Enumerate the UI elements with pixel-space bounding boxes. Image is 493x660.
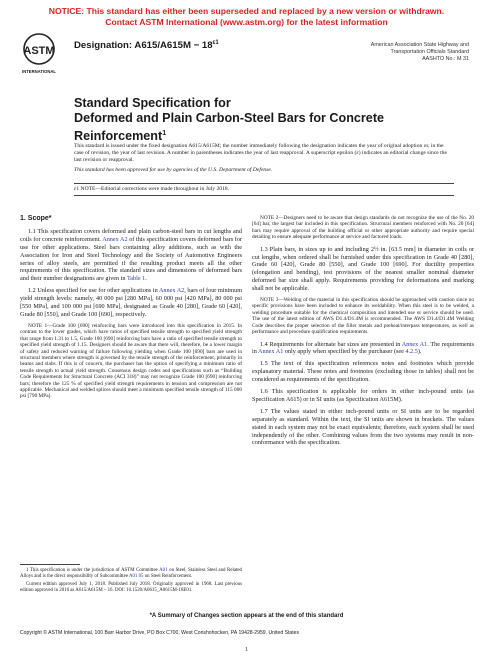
aashto-line-1: American Association State Highway and — [370, 42, 469, 48]
paragraph-1-5: 1.5 The text of this specification references notes and footnotes which provide explanatory material. These notes and footnotes (excluding those in tables) shall not be considered as requirements of the specification. — [252, 360, 474, 384]
fn1-text-c: on Steel Reinforcement. — [143, 574, 193, 579]
footnotes — [20, 568, 242, 596]
section-4-2-5-link[interactable]: 4.2.5 — [405, 348, 418, 356]
aashto-line-2: Transportation Officials Standard — [390, 49, 469, 56]
footnote-rule — [20, 564, 80, 565]
fn1-text-b: on Steel, Stainless Steel and Related Alloys and is the direct responsibility of Subcommittee — [20, 568, 242, 579]
approved-statement: This standard has been approved for use by agencies of the U.S. Department of Defense. — [74, 166, 273, 173]
note-1: NOTE 1—Grade 100 [690] reinforcing bars were introduced into this specification in 2015. In contrast to the lower grades, which have ratios of specified tensile strength to specified yield strength that range from 1.31 to 1.5, Grade 100 [690] reinforcing bars have a ratio of specified tensile strength to specified yield strength of 1.15. Designers should be aware that there will, therefore, be a lower margin of safety and reduced warning of failure following yielding when Grade 100 [690] bars are used in structural members where strength is governed by the tensile strength of the reinforcement, primarily in beams and slabs. If this is of concern, the purchaser has the option of specifying a minimum ratio of tensile strength to actual yield strength. Consensus design codes and specifications such as “Building Code Requirements for Structural Concrete (ACI 318)” may not recognize Grade 100 [690] reinforcing bars; therefore the 125 % of specified yield strength requirements in tension and compression are not applicable. Mechanical and welded splices should meet a minimum specified tensile strength of 115 000 psi [790 MPa]. — [20, 322, 242, 400]
page-number: 1 — [245, 647, 248, 653]
paragraph-1-2 — [20, 287, 242, 319]
intro-block — [74, 143, 454, 177]
p1-2-text-b: , bars of four minimum yield strength levels: namely, 40 000 psi [280 MPa], 60 000 psi [420 MPa], 80 000 psi [550 MPa], and 100 000 psi [690 MPa], designated as Grade 40 [280], Grade 60 [420], Grade 80 [550], and Grade 100 [690], respectively. — [20, 287, 243, 318]
annex-a2-link-2[interactable]: Annex A2 — [158, 287, 185, 295]
p1-1-text-c: . — [145, 275, 147, 283]
scope-heading: 1. Scope* — [20, 215, 52, 222]
title-line-2: Deformed and Plain Carbon-Steel Bars for Concrete — [74, 111, 385, 125]
annex-a1-link[interactable]: Annex A1 — [401, 340, 428, 348]
document-title — [74, 96, 434, 144]
issued-statement: This standard is issued under the fixed designation A615/A615M; the number immediately following the designation indicates the year of original adoption or, in the case of revision, the year of last revision. A number in parentheses indicates the year of last reapproval. A superscript epsilon (ε) indicates an editorial change since the last revision or reapproval. — [74, 143, 447, 163]
table-1-link[interactable]: Table 1 — [126, 275, 146, 283]
p1-4-text-d: ). — [417, 348, 422, 356]
paragraph-1-1 — [20, 228, 242, 283]
title-footnote-marker: 1 — [162, 130, 167, 137]
designation — [74, 40, 219, 51]
title-line-3: Reinforcement — [74, 129, 163, 144]
note-3: NOTE 3—Welding of the material in this specification should be approached with caution since no specific provisions have been included to enhance its weldability. When this steel is to be welded, a welding procedure suitable for the chemical composition and intended use or service should be used. The use of the latest edition of AWS D1.4/D1.4M is recommended. The AWS D1.4/D1.4M Welding Code describes the proper selection of the filler metals and preheat/interpass temperatures, as well as performance and procedure qualification requirements. — [252, 297, 474, 336]
logo-caption: INTERNATIONAL — [22, 69, 56, 74]
summary-of-changes: *A Summary of Changes section appears at the end of this standard — [149, 613, 344, 619]
designation-text: Designation: A615/A615M − 18 — [74, 40, 213, 52]
svg-text:ASTM: ASTM — [23, 45, 55, 57]
divider-bottom — [74, 195, 454, 196]
committee-a01-link[interactable]: A01 — [159, 568, 168, 573]
p1-4-text-c: only apply when specified by the purchaser (see — [283, 348, 406, 356]
footnote-2: Current edition approved July 1, 2018. Published July 2018. Originally approved in 1968. Last previous edition approved in 2016 as A615/A615M – 16. DOI: 10.1520/A0615_A0615M-18E01. — [20, 582, 242, 593]
p1-4-text-b: . The requirements in — [252, 340, 474, 356]
note-2: NOTE 2—Designers need to be aware that design standards do not recognize the use of the No. 20 [64] bar, the largest bar included in this specification. Structural members reinforced with No. 20 [64] bars may require approval of the building official or other appropriate authority and require special detailing to ensure adequate performance at service and factored loads. — [252, 215, 474, 241]
left-column — [20, 215, 242, 405]
editorial-note: ε1 NOTE—Editorial corrections were made throughout in July 2018. — [74, 186, 230, 192]
fn1-text-a: 1 This specification is under the jurisdiction of ASTM Committee — [26, 568, 160, 573]
astm-logo — [22, 32, 56, 78]
annex-a1-link-2[interactable]: Annex A1 — [258, 348, 284, 356]
annex-a2-link[interactable]: Annex A2 — [102, 235, 128, 243]
designation-epsilon: ε1 — [212, 40, 219, 46]
p1-1-text-b: of this specification covers deformed bars for use for other applications. Steel bars containing alloy additions, such as with the Association for Iron and Steel Technology and the Society of Automotive Engineers series of alloy steels, are permitted if the resulting product meets all the other requirements of this specification. The standard sizes and dimensions of deformed bars and their number designations are given in — [20, 235, 242, 283]
aashto-block — [371, 42, 469, 64]
p1-1-text-a: 1.1 This specification covers deformed and plain carbon-steel bars in cut lengths and coils for concrete reinforcement. — [20, 227, 242, 243]
withdrawn-notice — [0, 6, 493, 27]
paragraph-1-7: 1.7 The values stated in either inch-pound units or SI units are to be regarded separately as standard. Within the text, the SI units are shown in brackets. The values stated in each system may not be exact equivalents; therefore, each system shall be used independently of the other. Combining values from the two systems may result in non-conformance with the specification. — [252, 407, 474, 447]
copyright: Copyright © ASTM International, 100 Barr Harbor Drive, PO Box C700, West Conshohocken, PA 19428-2959. United States — [20, 630, 300, 636]
p1-2-text-a: 1.2 Unless specified for use for other applications in — [28, 287, 159, 295]
paragraph-1-6: 1.6 This specification is applicable for orders in either inch-pound units (as Specification A615) or in SI units (as Specification A615M). — [252, 388, 474, 403]
footnote-1 — [20, 568, 242, 580]
notice-line-1: NOTICE: This standard has either been superseded and replaced by a new version or withdrawn. — [48, 6, 445, 16]
paragraph-1-3: 1.3 Plain bars, in sizes up to and including 2½ in. [63.5 mm] in diameter in coils or cut lengths, when ordered shall be furnished under this specification in Grade 40 [280], Grade 60 [420], Grade 80 [550], and Grade 100 [690]. For ductility properties (elongation and bending), test provisions of the nearest smaller nominal diameter deformed bar size shall apply. Requirements providing for deformations and marking shall not be applicable. — [252, 245, 474, 293]
notice-line-2: Contact ASTM International (www.astm.org) for the latest information — [105, 16, 388, 27]
subcommittee-a01-05-link[interactable]: A01.05 — [128, 574, 144, 579]
aashto-line-3: AASHTO No.: M 31 — [422, 56, 469, 63]
divider-top — [74, 183, 454, 184]
right-column — [252, 215, 474, 451]
paragraph-1-4 — [252, 341, 474, 357]
title-line-1: Standard Specification for — [74, 96, 231, 110]
p1-4-text-a: 1.4 Requirements for alternate bar sizes are presented in — [260, 340, 402, 348]
